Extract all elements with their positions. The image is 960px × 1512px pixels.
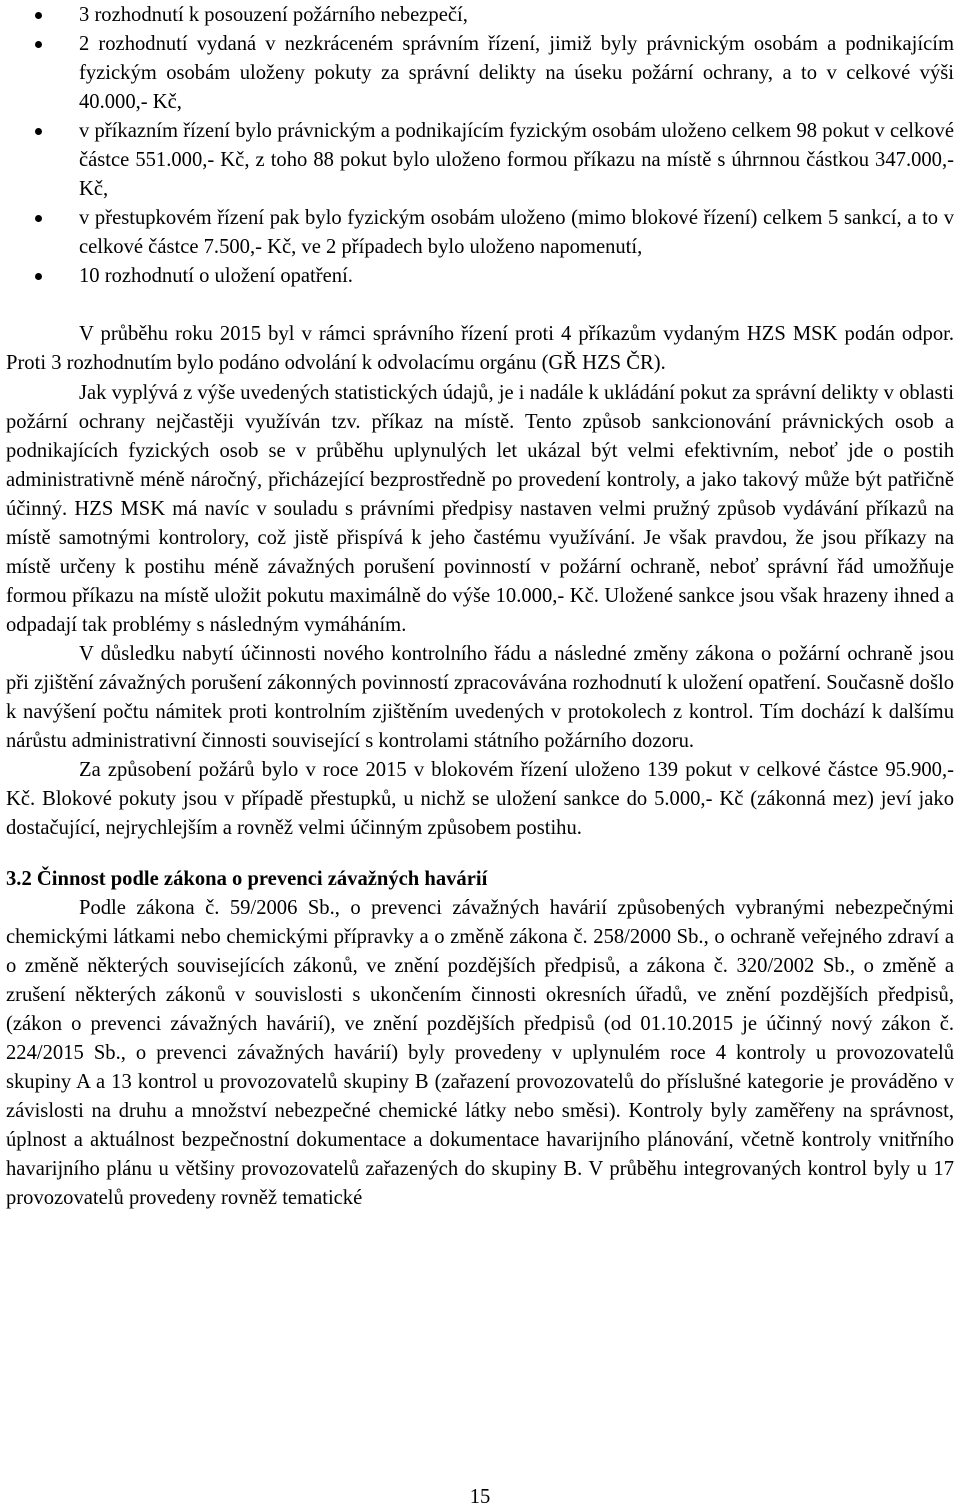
statistics-list — [6, 1, 954, 291]
list-item: v příkazním řízení bylo právnickým a podnikajícím fyzickým osobám uloženo celkem 98 pokut v celkové částce 551.000,- Kč, z toho 88 pokut bylo uloženo formou příkazu na místě s úhrnnou částkou 347.000,- Kč, — [6, 117, 954, 204]
paragraph-blokove-rizeni: Za způsobení požárů bylo v roce 2015 v blokovém řízení uloženo 139 pokut v celkové částce 95.900,- Kč. Blokové pokuty jsou v případě přestupků, u nichž se uložení sankce do 5.000,- Kč (zákonná mez) jeví jako dostačující, nejrychlejším a rovněž velmi účinným způsobem postihu. — [6, 759, 954, 839]
list-item: 2 rozhodnutí vydaná v nezkráceném správním řízení, jimiž byly právnickým osobám a podnikajícím fyzickým osobám uloženy pokuty za správní delikty na úseku požární ochrany, a to v celkové výši 40.000,- Kč, — [6, 30, 954, 117]
paragraph-prevence-havarii: Podle zákona č. 59/2006 Sb., o prevenci závažných havárií způsobených vybranými nebezpečnými chemickými látkami nebo chemickými přípravky a o změně zákona č. 258/2000 Sb., o ochraně veřejného zdraví a o změně některých souvisejících zákonů, ve znění pozdějších předpisů, a zákona č. 320/2002 Sb., o změně a zrušení některých zákonů v souvislosti s ukončením činnosti okresních úřadů, ve znění pozdějších předpisů, (zákon o prevenci závažných havárií), ve znění pozdějších předpisů (od 01.10.2015 je účinný nový zákon č. 224/2015 Sb., o prevenci závažných havárií) byly provedeny v uplynulém roce 4 kontroly u provozovatelů skupiny A a 13 kontrol u provozovatelů skupiny B (zařazení provozovatelů do příslušné kategorie je prováděno v závislosti na druhu a množství nebezpečné chemické látky nebo směsi). Kontroly byly zaměřeny na správnost, úplnost a aktuálnost bezpečnostní dokumentace a dokumentace havarijního plánování, včetně kontroly vnitřního havarijního plánu u většiny provozovatelů zařazených do skupiny B. V průběhu integrovaných kontrol byly u 17 provozovatelů provedeny rovněž tematické — [6, 897, 954, 1209]
document-page — [6, 1, 954, 1213]
list-item: 10 rozhodnutí o uložení opatření. — [6, 262, 954, 291]
paragraph-prikaz-na-miste: Jak vyplývá z výše uvedených statistických údajů, je i nadále k ukládání pokut za správní delikty v oblasti požární ochrany nejčastěji využíván tzv. příkaz na místě. Tento způsob sankcionování právnických osob a podnikajících fyzických osob se v průběhu uplynulých let ukázal být velmi efektivním, neboť jde o postih administrativně méně náročný, přicházející bezprostředně po provedení kontroly, a jako takový může být patřičně účinný. HZS MSK má navíc v souladu s právními předpisy nastaven velmi pružný způsob vydávání příkazů na místě samotnými kontrolory, což jistě přispívá k jeho častému využívání. Je však pravdou, že jsou příkazy na místě určeny k postihu méně závažných porušení povinností v požární ochraně, neboť správní řád umožňuje formou příkazu na místě uložit pokutu maximálně do výše 10.000,- Kč. Uložené sankce jsou však hrazeny ihned a odpadají tak problémy s následným vymáháním. — [6, 382, 955, 636]
paragraph-kontrolni-rad: V důsledku nabytí účinnosti nového kontrolního řádu a následné změny zákona o požární ochraně jsou při zjištění závažných porušení zákonných povinností zpracovávána rozhodnutí k uložení opatření. Současně došlo k navýšení počtu námitek proti kontrolním zjištěním uvedených v protokolech z kontrol. Tím dochází k dalšímu nárůstu administrativní činnosti související s kontrolami státního požárního dozoru. — [6, 643, 954, 752]
section-heading: 3.2 Činnost podle zákona o prevenci závažných havárií — [6, 868, 488, 890]
list-item: 3 rozhodnutí k posouzení požárního nebezpečí, — [6, 1, 954, 30]
list-item: v přestupkovém řízení pak bylo fyzickým osobám uloženo (mimo blokové řízení) celkem 5 sankcí, a to v celkové částce 7.500,- Kč, ve 2 případech bylo uloženo napomenutí, — [6, 204, 954, 262]
paragraph-odpor: V průběhu roku 2015 byl v rámci správního řízení proti 4 příkazům vydaným HZS MSK podán odpor. Proti 3 rozhodnutím bylo podáno odvolání k odvolacímu orgánu (GŘ HZS ČR). — [6, 323, 954, 374]
page-number: 15 — [469, 1486, 491, 1508]
